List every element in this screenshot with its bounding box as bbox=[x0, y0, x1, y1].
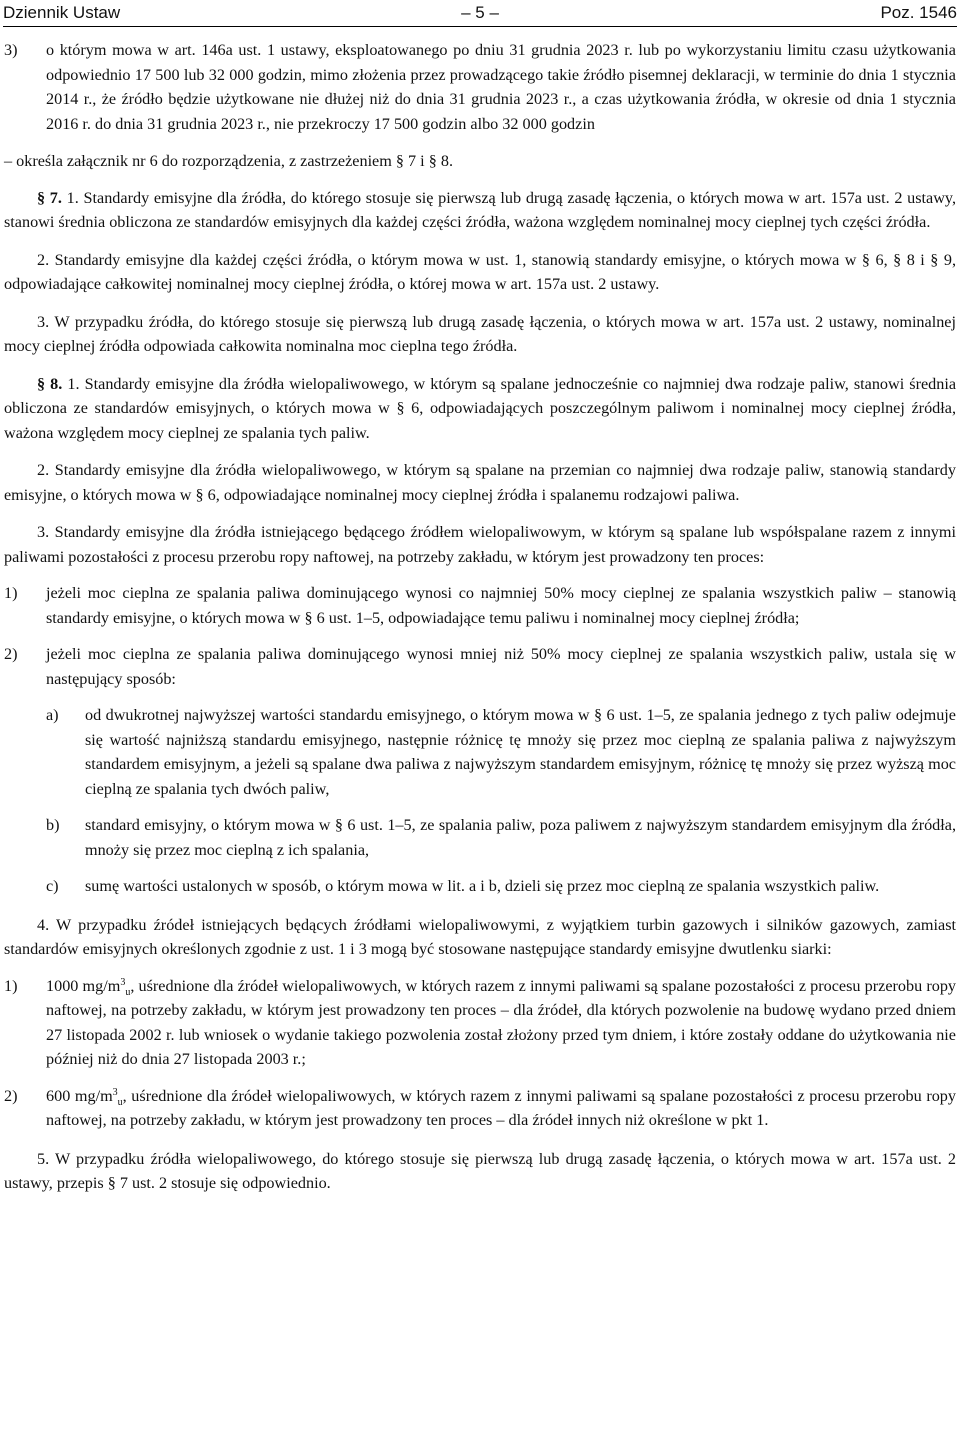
paragraph-s7-1 bbox=[4, 186, 956, 235]
sub-item-letter: b) bbox=[46, 816, 60, 834]
paragraph-s8-4: 4. W przypadku źródeł istniejących będących źródłami wielopaliwowymi, z wyjątkiem turbin gazowych i silników gazowych, zamiast standardów emisyjnych określonych zgodnie z ust. 1 i 3 mogą być stosowane następujące standardy emisyjne dwutlenku siarki: bbox=[4, 915, 956, 958]
closing-line: – określa załącznik nr 6 do rozporządzenia, z zastrzeżeniem § 7 i § 8. bbox=[4, 152, 453, 170]
item-number: 2) bbox=[4, 645, 18, 663]
item-number: 1) bbox=[4, 976, 18, 995]
position-number: Poz. 1546 bbox=[880, 3, 957, 22]
item-number: 2) bbox=[4, 1086, 18, 1105]
emission-value: 600 mg/m bbox=[46, 1086, 113, 1105]
paragraph-text: 1. Standardy emisyjne dla źródła wielopaliwowego, w którym są spalane jednocześnie co najmniej dwa rodzaje paliw, stanowi średnia obliczona ze standardów emisyjnych, o których mowa w § 6, odpowiadających poszczególnym paliwom i nominalnej mocy cieplnej źródła, ważona względem mocy cieplnej ze spalania tych paliw. bbox=[4, 374, 957, 442]
sub-item bbox=[4, 813, 956, 862]
item-text: o którym mowa w art. 146a ust. 1 ustawy, eksploatowanego po dniu 31 grudnia 2023 r. lub po wykorzystaniu limitu czasu użytkowania odpowiednio 17 500 lub 32 000 godzin, mimo złożenia przez prowadzącego takie źródło pisemnej deklaracji, w terminie do dnia 1 stycznia 2014 r., że źródło będzie użytkowane nie dłużej niż do dnia 31 grudnia 2023 r., a czas użytkowania źródła, w okresie od dnia 1 stycznia 2016 r. do dnia 31 grudnia 2023 r., nie przekroczy 17 500 godzin albo 32 000 godzin bbox=[46, 41, 956, 133]
paragraph-s7-2: 2. Standardy emisyjne dla każdej części źródła, o którym mowa w ust. 1, stanowią standardy emisyjne, o których mowa w § 6, § 8 i § 9, odpowiadające całkowitej nominalnej mocy cieplnej źródła, o której mowa w art. 157a ust. 2 ustawy. bbox=[4, 250, 956, 293]
unit-subscript: u bbox=[117, 1096, 123, 1108]
sub-item-letter: a) bbox=[46, 706, 59, 724]
list-item bbox=[4, 38, 956, 136]
item-text: , uśrednione dla źródeł wielopaliwowych, w których razem z innymi paliwami są spalane pozostałości z procesu przerobu ropy naftowej, na potrzeby zakładu, w którym jest prowadzony ten proces – dla źródeł, dla których pozwolenie na budowę wydano przed dniem 27 listopada 2002 r. lub wniosek o wydanie takiego pozwolenia został złożony przed tym dniem, i które zostały oddane do użytkowania nie później niż do dnia 27 listopada 2003 r.; bbox=[46, 976, 957, 1068]
sub-item bbox=[4, 874, 956, 899]
paragraph-s8-1 bbox=[4, 372, 956, 446]
sub-item-letter: c) bbox=[46, 877, 59, 895]
page-header bbox=[3, 2, 957, 27]
sub-item bbox=[4, 703, 956, 801]
unit-exponent: 3 bbox=[120, 976, 126, 988]
paragraph-s8-5: 5. W przypadku źródła wielopaliwowego, do którego stosuje się pierwszą lub drugą zasadę łączenia, o których mowa w art. 157a ust. 2 ustawy, przepis § 7 ust. 2 stosuje się odpowiednio. bbox=[4, 1149, 956, 1192]
item-number: 1) bbox=[4, 584, 18, 602]
list-item bbox=[4, 642, 956, 691]
item-text: jeżeli moc cieplna ze spalania paliwa dominującego wynosi mniej niż 50% mocy cieplnej ze spalania wszystkich paliw, ustala się w następujący sposób: bbox=[46, 645, 956, 688]
list-item bbox=[4, 974, 956, 1072]
emission-value: 1000 mg/m bbox=[46, 976, 121, 995]
paragraph-s7-3: 3. W przypadku źródła, do którego stosuje się pierwszą lub drugą zasadę łączenia, o których mowa w art. 157a ust. 2 ustawy, nominalnej mocy cieplnej źródła odpowiada całkowita nominalna moc cieplna tego źródła. bbox=[4, 312, 956, 355]
unit-exponent: 3 bbox=[112, 1086, 118, 1098]
document-body bbox=[4, 38, 956, 1196]
paragraph-text: 1. Standardy emisyjne dla źródła, do którego stosuje się pierwszą lub drugą zasadę łączenia, o których mowa w art. 157a ust. 2 ustawy, stanowi średnia obliczona ze standardów emisyjnych dla każdej części źródła, ważona względem nominalnej mocy cieplnej tych części źródła. bbox=[4, 188, 957, 231]
paragraph-s8-2: 2. Standardy emisyjne dla źródła wielopaliwowego, w którym są spalane na przemian co najmniej dwa rodzaje paliw, stanowią standardy emisyjne, o których mowa w § 6, odpowiadające nominalnej mocy cieplnej źródła i spalanemu rodzajowi paliwa. bbox=[4, 461, 956, 504]
sub-item-text: standard emisyjny, o którym mowa w § 6 ust. 1–5, ze spalania paliw, poza paliwem z najwyższym standardem emisyjnym dla źródła, mnoży się przez moc cieplną z ich spalania, bbox=[85, 816, 956, 859]
journal-title: Dziennik Ustaw bbox=[3, 3, 121, 22]
unit-subscript: u bbox=[125, 986, 131, 998]
item-number: 3) bbox=[4, 41, 18, 59]
list-item bbox=[4, 581, 956, 630]
list-item bbox=[4, 1084, 956, 1133]
section-marker: § 7. bbox=[37, 188, 62, 207]
page-number: – 5 – bbox=[461, 3, 499, 22]
section-marker: § 8. bbox=[37, 374, 63, 393]
sub-item-text: od dwukrotnej najwyższej wartości standardu emisyjnego, o którym mowa w § 6 ust. 1–5, ze spalania jednego z tych paliw odejmuje się wartość najniższą standardu emisyjnego, następnie różnicę tę mnoży się przez moc cieplną ze spalania paliwa z najwyższym standardem emisyjnym, a jeżeli są spalane dwa paliwa z najwyższym standardem emisyjnym, różnicę tę mnoży się przez wyższą moc cieplną ze spalania tych dwóch paliw, bbox=[85, 706, 956, 798]
paragraph-s8-3: 3. Standardy emisyjne dla źródła istniejącego będącego źródłem wielopaliwowym, w którym są spalane lub współspalane razem z innymi paliwami pozostałości z procesu przerobu ropy naftowej, na potrzeby zakładu, w którym jest prowadzony ten proces: bbox=[4, 523, 956, 566]
item-text: , uśrednione dla źródeł wielopaliwowych, w których razem z innymi paliwami są spalane pozostałości z procesu przerobu ropy naftowej, na potrzeby zakładu, w którym jest prowadzony ten proces – dla źródeł innych niż określone w pkt 1. bbox=[46, 1086, 956, 1129]
sub-item-text: sumę wartości ustalonych w sposób, o którym mowa w lit. a i b, dzieli się przez moc cieplną ze spalania wszystkich paliw. bbox=[85, 877, 880, 895]
item-text: jeżeli moc cieplna ze spalania paliwa dominującego wynosi co najmniej 50% mocy cieplnej ze spalania wszystkich paliw – stanowią standardy emisyjne, o których mowa w § 6 ust. 1–5, odpowiadające temu paliwu i nominalnej mocy cieplnej źródła; bbox=[46, 584, 956, 627]
